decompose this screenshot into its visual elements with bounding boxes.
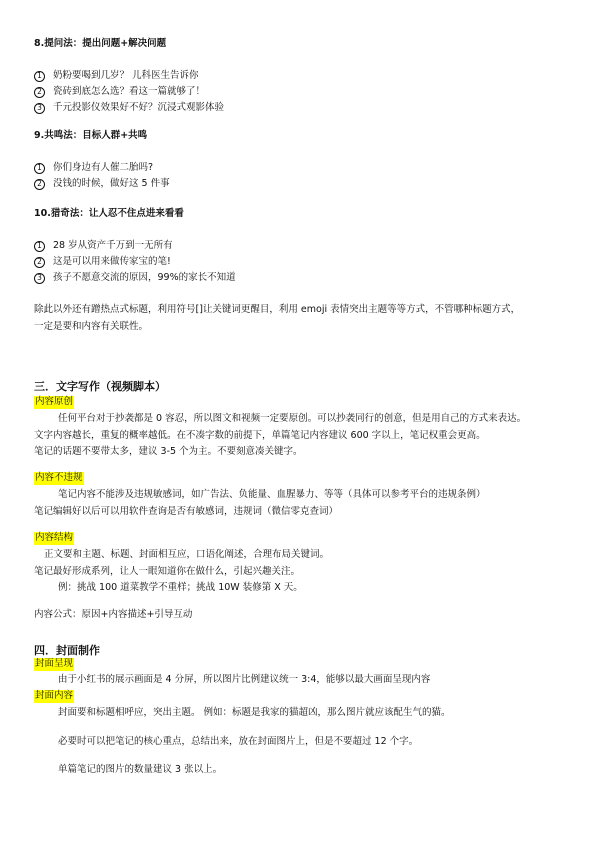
list-number: 2 [34,87,45,98]
highlight-label: 内容不违规 [35,472,83,483]
list-item [34,160,170,176]
structure-block [34,532,329,622]
cover-content-block [34,690,451,777]
section-three-heading: 三．文字写作（视频脚本） [34,380,166,393]
paragraph-line: 任何平台对于抄袭都是 0 容忍，所以图文和视频一定要原创。可以抄袭同行的创意，但是用自己的方式来表达。 [58,412,527,424]
section-8-title: 8.提问法：提出问题+解决问题 [34,38,167,49]
list-number: 1 [34,163,45,174]
compliance-block [34,472,486,518]
list-number: 1 [34,71,45,82]
list-item [34,176,170,192]
list-item [34,84,224,100]
paragraph-line: 笔记的话题不要带太多，建议 3-5 个为主。不要刻意凑关键字。 [34,446,303,458]
cover-display-block [34,658,430,687]
paragraph-line: 由于小红书的展示画面是 4 分屏，所以图片比例建议统一 3:4，能够以最大画面呈现内容 [58,673,431,685]
list-item [34,100,224,116]
paragraph-line: 单篇笔记的图片的数量建议 3 张以上。 [58,764,223,776]
list-number: 3 [34,273,45,284]
paragraph-line: 正文要和主题、标题、封面相互应，口语化阐述，合理布局关键词。 [44,548,330,560]
section-9-title: 9.共鸣法：目标人群+共鸣 [34,130,148,141]
list-item [34,68,224,84]
list-text: 奶粉要喝到几岁？ 儿科医生告诉你 [53,69,199,81]
list-item [34,254,236,270]
paragraph-line: 一定是要和内容有关联性。 [34,320,149,332]
paragraph-line: 笔记编辑好以后可以用软件查询是否有敏感词，违规词（微信零克查词） [34,505,339,517]
paragraph-line: 文字内容越长，重复的概率越低。在不凑字数的前提下，单篇笔记内容建议 600 字以上，笔记权重会更高。 [34,429,486,441]
section-9-list [34,160,170,192]
paragraph-line: 封面要和标题相呼应，突出主题。 例如：标题是我家的猫超凶，那么图片就应该配生气的猫。 [58,706,451,718]
paragraph-line: 除此以外还有蹭热点式标题，利用符号[]让关键词更醒目，利用 emoji 表情突出主题等等方式，不管哪种标题方式， [34,304,521,315]
list-text: 瓷砖到底怎么选？看这一篇就够了！ [53,85,206,97]
content-formula: 内容公式：原因+内容描述+引导互动 [34,609,193,621]
paragraph-line: 必要时可以把笔记的核心重点，总结出来，放在封面图片上，但是不要超过 12 个字。 [58,735,419,747]
list-number: 1 [34,241,45,252]
list-text: 28 岁从资产千万到一无所有 [53,239,173,251]
highlight-label: 封面内容 [35,690,74,701]
list-text: 千元投影仪效果好不好？沉浸式观影体验 [53,101,225,113]
paragraph-line: 例：挑战 100 道菜教学不重样；挑战 10W 装修第 X 天。 [58,582,303,594]
list-item [34,238,236,254]
extra-paragraph [34,304,564,334]
section-10-title: 10.猎奇法：让人忍不住点进来看看 [34,208,184,219]
list-number: 2 [34,257,45,268]
list-number: 2 [34,179,45,190]
highlight-label: 封面呈现 [35,658,74,669]
list-number: 3 [34,103,45,114]
original-block [34,396,526,459]
list-text: 没钱的时候，做好这 5 件事 [53,177,170,189]
section-10-list [34,238,236,286]
list-text: 孩子不愿意交流的原因，99%的家长不知道 [53,271,236,283]
section-8-list [34,68,224,116]
list-text: 这是可以用来做传家宝的笔! [53,255,171,267]
list-text: 你们身边有人催二胎吗? [53,161,154,173]
highlight-label: 内容结构 [35,532,74,543]
section-four-heading: 四．封面制作 [34,644,100,657]
paragraph-line: 笔记最好形成系列，让人一眼知道你在做什么，引起兴趣关注。 [34,565,301,577]
paragraph-line: 笔记内容不能涉及违规敏感词，如广告法、负能量、血腥暴力、等等（具体可以参考平台的违规条例） [58,488,486,500]
list-item [34,270,236,286]
highlight-label: 内容原创 [35,396,74,407]
